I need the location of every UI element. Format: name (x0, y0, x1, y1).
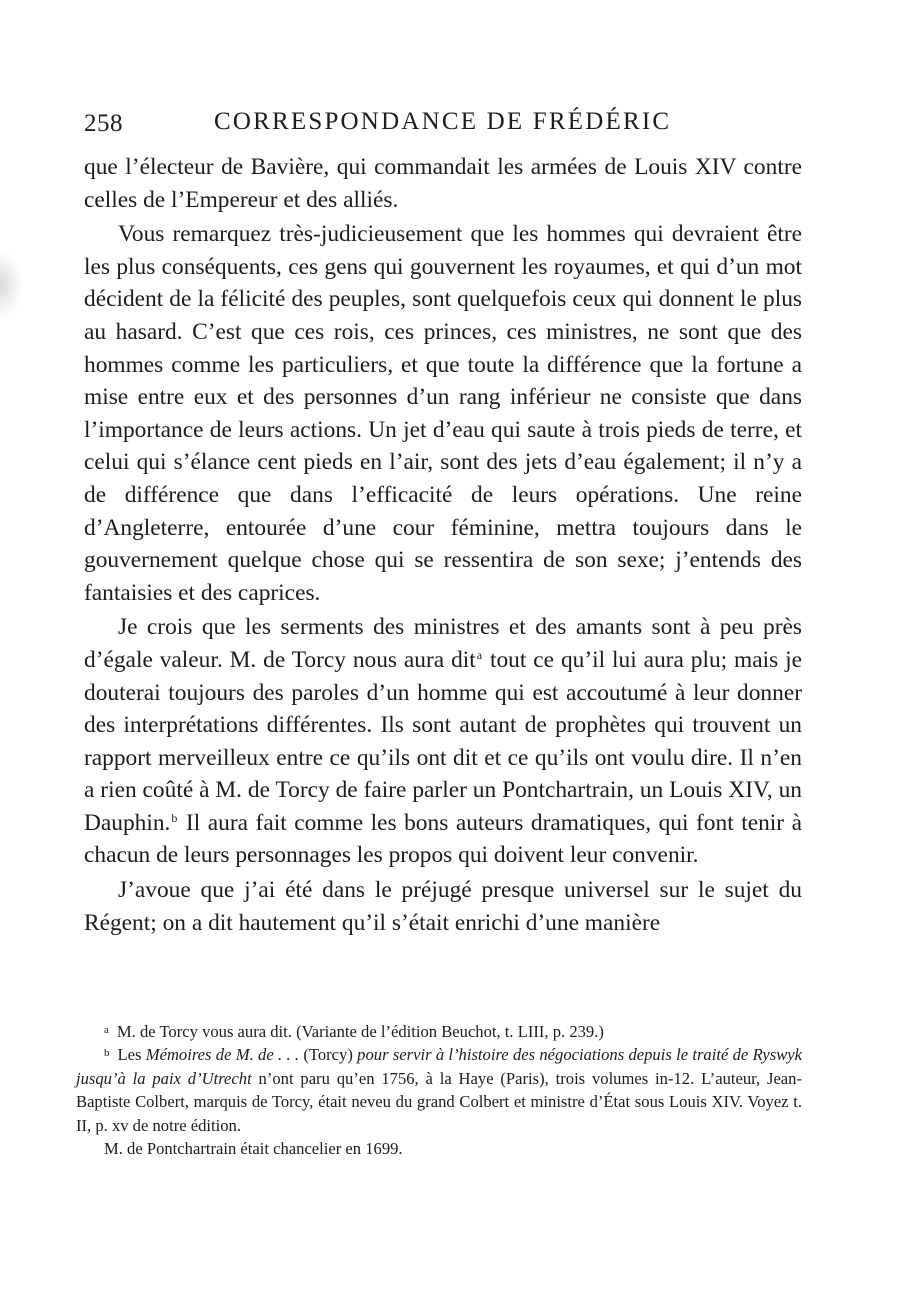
footnote-a-text: M. de Torcy vous aura dit. (Variante de l’édition Beuchot, t. LIII, p. 239.) (116, 1022, 604, 1041)
footnote-b (76, 1043, 802, 1137)
footnote-ref-a[interactable]: a (476, 647, 483, 662)
footnote-b-text-post: n’ont paru qu’en 1756, à la Haye (Paris), trois volumes in-12. L’auteur, Jean-Baptiste Colbert, marquis de Torcy, était neveu du grand Colbert et ministre d’État sous Louis XIV. Voyez t. II, p. xv de notre édition. (76, 1068, 802, 1135)
footnotes (76, 1020, 802, 1160)
page-smudge (0, 250, 24, 320)
footnote-c: M. de Pontchartrain était chancelier en 1699. (104, 1139, 403, 1159)
paragraph-3-text-c: Il aura fait comme les bons auteurs dramatiques, qui font tenir à chacun de leurs personnages les propos qui doivent leur convenir. (84, 809, 802, 869)
running-title: CORRESPONDANCE DE FRÉDÉRIC (214, 108, 672, 135)
footnote-a-mark: a (104, 1024, 109, 1036)
footnote-b-book-title: Mémoires de M. de . . . (145, 1045, 300, 1065)
footnote-ref-b[interactable]: b (171, 810, 178, 825)
main-text (84, 151, 802, 939)
footnote-b-text-pre: Les (117, 1045, 146, 1065)
footnote-a (76, 1020, 802, 1043)
paragraph-2: Vous remarquez très-judicieusement que les hommes qui devraient être les plus conséquents, ces gens qui gouvernent les royaumes, et qui d’un mot décident de la félicité des peuples, sont quelquefois ceux qui donnent le plus au hasard. C’est que ces rois, ces princes, ces ministres, ne sont que des hommes comme les particuliers, et que toute la différence que la fortune a mise entre eux et des personnes d’un rang inférieur ne consiste que dans l’importance de leurs actions. Un jet d’eau qui saute à trois pieds de terre, et celui qui s’élance cent pieds en l’air, sont des jets d’eau également; il n’y a de différence que dans l’efficacité de leurs opérations. Une reine d’Angleterre, entourée d’une cour féminine, mettra toujours dans le gouvernement quelque chose qui se ressentira de son sexe; j’entends des fantaisies et des caprices. (84, 221, 802, 606)
running-head (84, 108, 804, 142)
paragraph-1: que l’électeur de Bavière, qui commandait les armées de Louis XIV contre celles de l’Empereur et des alliés. (84, 154, 802, 213)
paragraph-4: J’avoue que j’ai été dans le préjugé presque universel sur le sujet du Régent; on a dit hautement qu’il s’était enrichi d’une manière (84, 877, 802, 936)
footnote-b-book-subtitle: pour servir à l’histoire des négociations depuis le traité de Ryswyk jusqu’à la paix d’Utrecht (76, 1045, 803, 1088)
footnote-b-text-mid: (Torcy) (299, 1045, 358, 1065)
page-number: 258 (84, 110, 123, 137)
paragraph-3 (84, 611, 802, 872)
paragraph-3-text-b: tout ce qu’il lui aura plu; mais je douterai toujours des paroles d’un homme qui est accoutumé à leur donner des interprétations différentes. Ils sont autant de prophètes qui trouvent un rapport merveilleux entre ce qu’ils ont dit et ce qu’ils ont voulu dire. Il n’en a rien coûté à M. de Torcy de faire parler un Pontchartrain, un Louis XIV, un Dauphin. (84, 646, 802, 836)
paragraph-3-text-a: Je crois que les serments des ministres et des amants sont à peu près d’égale valeur. M. de Torcy nous aura dit (84, 614, 802, 673)
footnote-b-mark: b (104, 1047, 110, 1060)
